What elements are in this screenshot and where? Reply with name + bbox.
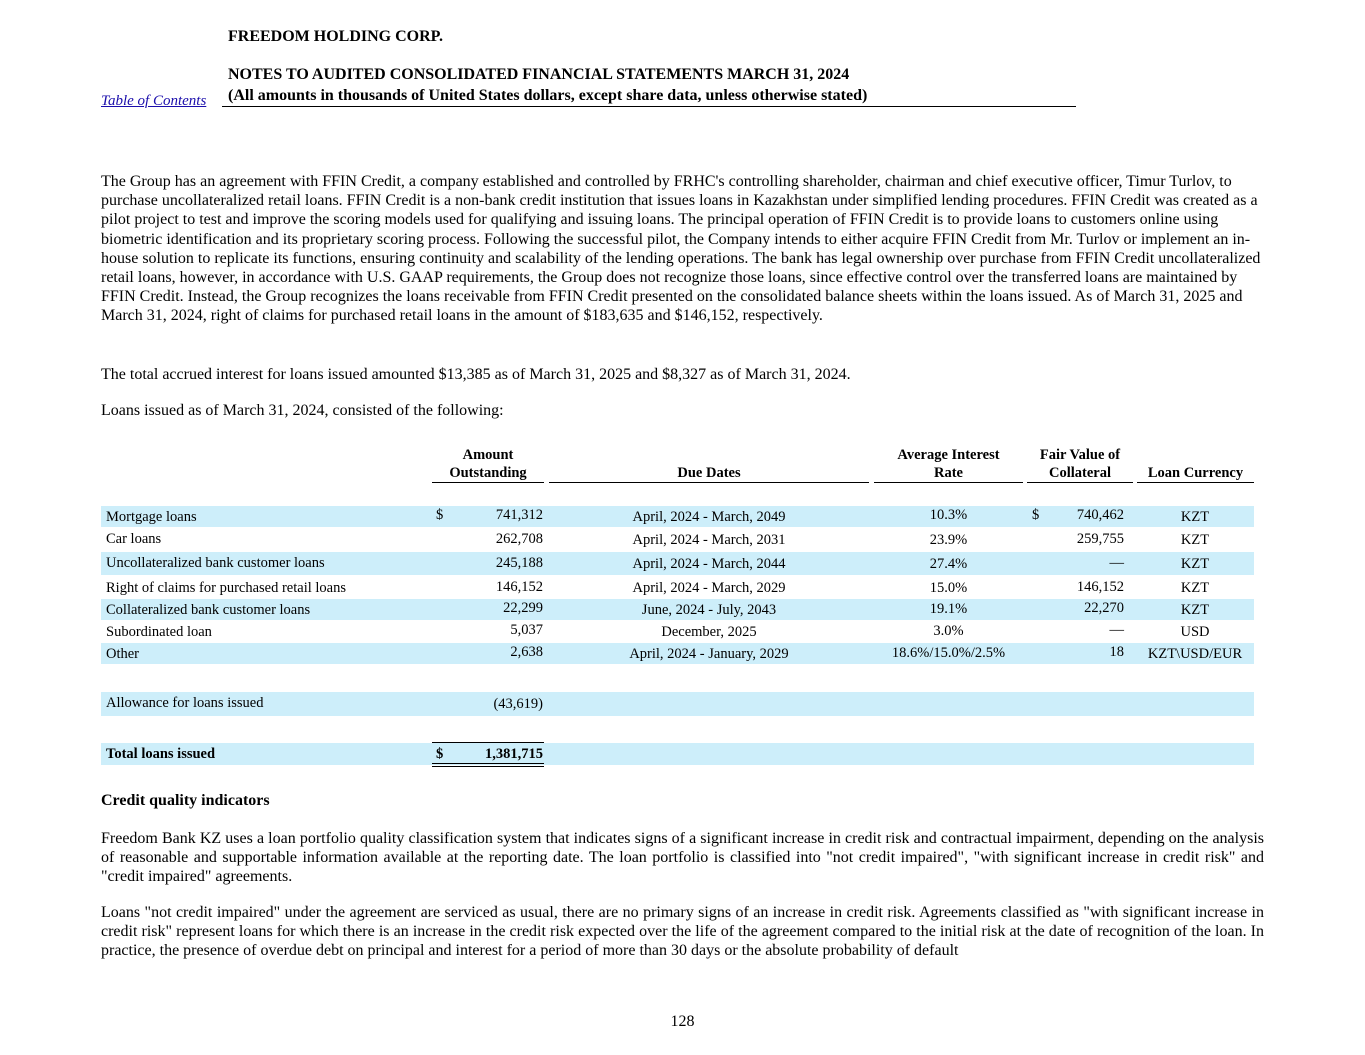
row-rate: 23.9% — [929, 532, 968, 548]
row-amount: 146,152 — [495, 579, 543, 595]
table-row — [101, 576, 1254, 598]
header-amount-line2: Outstanding — [449, 465, 527, 481]
row-amount: 5,037 — [510, 622, 543, 638]
row-due-dates: December, 2025 — [661, 624, 757, 640]
loans-intro-paragraph: Loans issued as of March 31, 2024, consisted of the following: — [101, 402, 504, 419]
row-amount: 2,638 — [510, 644, 543, 660]
row-label: Right of claims for purchased retail loans — [106, 580, 346, 596]
allowance-row — [101, 692, 1254, 716]
row-currency: USD — [1180, 624, 1210, 640]
row-due-dates: April, 2024 - March, 2049 — [632, 509, 786, 525]
credit-quality-paragraph-1: Freedom Bank KZ uses a loan portfolio quality classification system that indicates signs of a significant increase in credit risk and contractual impairment, depending on the analysis of reasonable and supportable information available at the reporting date. The loan portfolio is classified into "not credit impaired", "with significant increase in credit risk" and "credit impaired" agreements. — [101, 830, 1264, 886]
row-amount: 741,312 — [495, 507, 543, 523]
header-rate-line1: Average Interest — [897, 447, 1000, 463]
table-of-contents-link[interactable]: Table of Contents — [101, 93, 207, 109]
row-due-dates: June, 2024 - July, 2043 — [641, 602, 777, 618]
row-label: Subordinated loan — [106, 624, 212, 640]
header-amount-line1: Amount — [462, 447, 514, 463]
row-label: Car loans — [106, 531, 162, 547]
row-currency: KZT — [1180, 556, 1210, 572]
row-fair-value: 146,152 — [1076, 579, 1124, 595]
header-fair-value-collateral — [1027, 446, 1133, 482]
header-rule-amount — [432, 482, 544, 483]
row-amount: 262,708 — [495, 531, 543, 547]
row-label: Uncollateralized bank customer loans — [106, 555, 325, 571]
table-row — [101, 528, 1254, 550]
header-amount-outstanding — [432, 446, 544, 482]
row-due-dates: April, 2024 - March, 2031 — [632, 532, 786, 548]
table-row — [101, 552, 1254, 575]
row-amount: 245,188 — [495, 555, 543, 571]
table-row — [101, 643, 1254, 664]
row-currency: KZT — [1180, 580, 1210, 596]
header-fv-line1: Fair Value of — [1039, 447, 1121, 463]
header-fv-line2: Collateral — [1048, 465, 1111, 481]
row-due-dates: April, 2024 - January, 2029 — [629, 646, 789, 662]
row-rate: 18.6%/15.0%/2.5% — [891, 645, 1006, 661]
row-currency: KZT — [1180, 602, 1210, 618]
credit-quality-paragraph-2: Loans "not credit impaired" under the agreement are serviced as usual, there are no primary signs of an increase in credit risk. Agreements classified as "with significant increase in credit risk" represent loans for which there is an increase in the credit risk expected over the life of the agreement compared to the initial risk at the date of recognition of the loan. In practice, the presence of overdue debt on principal and interest for a period of more than 30 days or the absolute probability of default — [101, 904, 1264, 960]
page-number: 128 — [670, 1013, 695, 1030]
row-fair-value: 18 — [1109, 644, 1124, 660]
header-rule — [222, 106, 1076, 107]
total-double-rule-2 — [432, 766, 544, 767]
row-rate: 27.4% — [929, 556, 968, 572]
row-fair-value: 259,755 — [1076, 531, 1124, 547]
row-fair-value: — — [1109, 622, 1124, 638]
total-top-rule — [432, 742, 544, 743]
row-fair-value: 22,270 — [1084, 600, 1124, 616]
total-amount: 1,381,715 — [485, 746, 543, 762]
header-rule-fv — [1027, 482, 1133, 483]
row-currency: KZT\USD/EUR — [1147, 646, 1243, 662]
row-label: Other — [106, 646, 140, 662]
row-rate: 10.3% — [929, 507, 968, 523]
notes-title: NOTES TO AUDITED CONSOLIDATED FINANCIAL STATEMENTS MARCH 31, 2024 — [228, 66, 850, 83]
row-rate: 3.0% — [933, 623, 964, 639]
header-rule-currency — [1137, 482, 1254, 483]
row-label: Mortgage loans — [106, 509, 197, 525]
allowance-amount: (43,619) — [493, 696, 543, 712]
row-fv-dollar-sign: $ — [1032, 507, 1040, 523]
row-amount: 22,299 — [503, 600, 543, 616]
row-rate: 19.1% — [929, 601, 968, 617]
row-fair-value: 740,462 — [1076, 507, 1124, 523]
amounts-subtitle: (All amounts in thousands of United States dollars, except share data, unless otherwise stated) — [228, 87, 868, 104]
table-row — [101, 506, 1254, 527]
row-currency: KZT — [1180, 532, 1210, 548]
accrued-interest-paragraph: The total accrued interest for loans issued amounted $13,385 as of March 31, 2025 and $8,327 as of March 31, 2024. — [101, 366, 851, 383]
row-label: Collateralized bank customer loans — [106, 602, 311, 618]
header-average-interest-rate — [874, 446, 1023, 482]
total-dollar-sign: $ — [436, 746, 444, 762]
header-rule-due — [549, 482, 869, 483]
row-fair-value: — — [1109, 555, 1124, 571]
header-loan-currency: Loan Currency — [1147, 465, 1244, 481]
total-double-rule-1 — [432, 763, 544, 764]
row-due-dates: April, 2024 - March, 2029 — [632, 580, 786, 596]
header-rate-line2: Rate — [934, 465, 963, 481]
ffin-credit-paragraph: The Group has an agreement with FFIN Credit, a company established and controlled by FRHC's controlling shareholder, chairman and chief executive officer, Timur Turlov, to purchase uncollateralized retail loans. FFIN Credit is a non-bank credit institution that issues loans in Kazakhstan under simplified lending procedures. FFIN Credit was created as a pilot project to test and improve the scoring models used for qualifying and issuing loans. The principal operation of FFIN Credit is to provide loans to customers online using biometric identification and its proprietary scoring process. Following the successful pilot, the Company intends to either acquire FFIN Credit from Mr. Turlov or implement an in-house solution to replicate its functions, ensuring continuity and scalability of the lending operations. The bank has legal ownership over purchase from FFIN Credit uncollateralized retail loans, however, in accordance with U.S. GAAP requirements, the Group does not recognize those loans, since effective control over the transferred loans are maintained by FFIN Credit. Instead, the Group recognizes the loans receivable from FFIN Credit presented on the consolidated balance sheets within the loans issued. As of March 31, 2025 and March 31, 2024, right of claims for purchased retail loans in the amount of $183,635 and $146,152, respectively. — [101, 173, 1261, 325]
total-row — [101, 743, 1254, 765]
total-label: Total loans issued — [106, 746, 216, 762]
allowance-label: Allowance for loans issued — [106, 695, 264, 711]
row-currency: KZT — [1180, 509, 1210, 525]
row-dollar-sign: $ — [436, 507, 444, 523]
company-name: FREEDOM HOLDING CORP. — [228, 28, 443, 45]
header-rule-rate — [874, 482, 1023, 483]
row-due-dates: April, 2024 - March, 2044 — [632, 556, 786, 572]
row-rate: 15.0% — [929, 580, 968, 596]
credit-quality-heading: Credit quality indicators — [101, 792, 270, 809]
table-row — [101, 599, 1254, 620]
table-row — [101, 621, 1254, 642]
header-due-dates: Due Dates — [677, 465, 741, 481]
